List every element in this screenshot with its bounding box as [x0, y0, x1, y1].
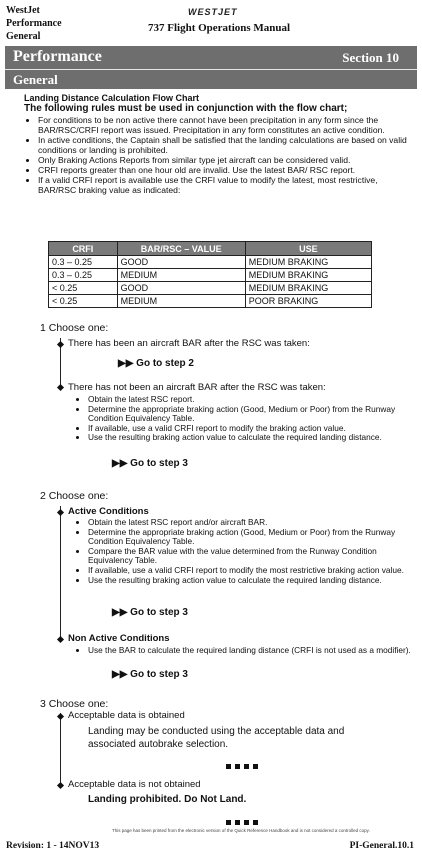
table-cell: POOR BRAKING	[245, 295, 371, 308]
list-item: • If available, use a valid CRFI report to modify the most restrictive braking action value.	[88, 566, 418, 576]
section-band	[5, 46, 417, 69]
step2-label: 2 Choose one:	[40, 490, 109, 502]
table-cell: MEDIUM BRAKING	[245, 282, 371, 295]
step2-option-a-list	[76, 518, 418, 585]
table-cell: < 0.25	[49, 282, 118, 295]
step1-label: 1 Choose one:	[40, 322, 109, 334]
intro-section	[24, 93, 414, 195]
step3-label: 3 Choose one:	[40, 698, 109, 710]
step2-connector	[60, 506, 61, 640]
list-item: • Obtain the latest RSC report and/or aircraft BAR.	[88, 518, 418, 528]
list-item: • Determine the appropriate braking action (Good, Medium or Poor) from the Runway Condition Equivalency Table.	[88, 528, 418, 547]
step2-option-b-list	[76, 646, 418, 656]
table-cell: < 0.25	[49, 295, 118, 308]
table-row	[49, 269, 372, 282]
step1-goto-b: ▶▶ Go to step 3	[112, 458, 188, 469]
table-header-row	[49, 242, 372, 256]
manual-title: 737 Flight Operations Manual	[148, 22, 291, 34]
company-line-2: Performance	[6, 18, 62, 29]
fine-print: This page has been printed from the electronic version of the Quick Reference Handbook and is not considered a controlled copy.	[112, 828, 370, 833]
step2-option-b-marker	[57, 636, 64, 643]
step1-option-b-marker	[57, 384, 64, 391]
list-item: • Use the resulting braking action value to calculate the required landing distance.	[88, 576, 418, 586]
step2-option-a: Active Conditions	[68, 506, 149, 517]
table-row	[49, 282, 372, 295]
list-item: • Determine the appropriate braking action (Good, Medium or Poor) from the Runway Condition Equivalency Table.	[88, 405, 418, 424]
rule-item: • Only Braking Actions Reports from similar type jet aircraft can be considered valid.	[38, 155, 414, 165]
goto-label: Go to step 2	[136, 358, 194, 369]
table-row	[49, 256, 372, 269]
revision-label: Revision: 1 - 14NOV13	[6, 841, 100, 851]
step3-option-b-text: Landing prohibited. Do Not Land.	[88, 794, 247, 805]
rules-list	[24, 115, 414, 195]
table-cell: MEDIUM BRAKING	[245, 269, 371, 282]
list-item: • Use the resulting braking action value to calculate the required landing distance.	[88, 433, 418, 443]
table-header: BAR/RSC – VALUE	[117, 242, 245, 256]
list-item: • If available, use a valid CRFI report to modify the braking action value.	[88, 424, 418, 434]
step2-goto-a: ▶▶ Go to step 3	[112, 607, 188, 618]
band-title: Performance	[13, 48, 102, 65]
company-header	[6, 4, 62, 43]
rules-heading: The following rules must be used in conjunction with the flow chart;	[24, 103, 348, 114]
table-cell: 0.3 – 0.25	[49, 269, 118, 282]
table-cell: MEDIUM	[117, 269, 245, 282]
table-cell: GOOD	[117, 256, 245, 269]
goto-label: Go to step 3	[130, 607, 188, 618]
step3-option-a-text: Landing may be conducted using the acceptable data and associated autobrake selection.	[88, 726, 345, 750]
crfi-table	[48, 241, 372, 308]
step3-option-a: Acceptable data is obtained	[68, 710, 185, 721]
table-cell: GOOD	[117, 282, 245, 295]
step3-connector	[60, 713, 61, 785]
list-item: • Compare the BAR value with the value determined from the Runway Condition Equivalency Table.	[88, 547, 418, 566]
list-item: • Obtain the latest RSC report.	[88, 395, 418, 405]
rule-item: • In active conditions, the Captain shall be satisfied that the landing calculations are based on valid conditions or landing is prohibited.	[38, 135, 414, 155]
step1-goto-a: ▶▶ Go to step 2	[118, 358, 194, 369]
list-item: • Use the BAR to calculate the required landing distance (CRFI is not used as a modifier).	[88, 646, 418, 656]
band-subtitle: General	[13, 72, 58, 87]
subsection-band	[5, 69, 417, 89]
table-header: USE	[245, 242, 371, 256]
table-cell: MEDIUM BRAKING	[245, 256, 371, 269]
step2-goto-b: ▶▶ Go to step 3	[112, 669, 188, 680]
company-line-1: WestJet	[6, 5, 40, 16]
table-header: CRFI	[49, 242, 118, 256]
table-row	[49, 295, 372, 308]
doc-heading: Landing Distance Calculation Flow Chart	[24, 93, 200, 103]
step2-option-b: Non Active Conditions	[68, 633, 170, 644]
step1-option-b: There has not been an aircraft BAR after the RSC was taken:	[68, 382, 326, 393]
band-section: Section 10	[342, 50, 399, 65]
end-marker	[226, 756, 262, 774]
table-cell: MEDIUM	[117, 295, 245, 308]
goto-label: Go to step 3	[130, 458, 188, 469]
table-cell: 0.3 – 0.25	[49, 256, 118, 269]
rule-item: • CRFI reports greater than one hour old are invalid. Use the latest BAR/ RSC report.	[38, 165, 414, 175]
goto-label: Go to step 3	[130, 669, 188, 680]
step3-option-b-marker	[57, 782, 64, 789]
step1-option-a-marker	[57, 341, 64, 348]
step2-option-a-marker	[57, 509, 64, 516]
step3-option-b: Acceptable data is not obtained	[68, 779, 201, 790]
company-line-3: General	[6, 31, 41, 42]
step1-option-a: There has been an aircraft BAR after the RSC was taken:	[68, 338, 310, 349]
page-id: PI-General.10.1	[349, 841, 414, 851]
step1-option-b-list	[76, 395, 418, 443]
rule-item: • If a valid CRFI report is available use the CRFI value to modify the latest, most restrictive, BAR/RSC braking value as indicated:	[38, 175, 414, 195]
rule-item: • For conditions to be non active there cannot have been precipitation in any form since the BAR/RSC/CRFI report was issued. Precipitation in any form constitutes an active condition.	[38, 115, 414, 135]
westjet-logo: WESTJET	[188, 7, 238, 17]
step3-option-a-marker	[57, 713, 64, 720]
